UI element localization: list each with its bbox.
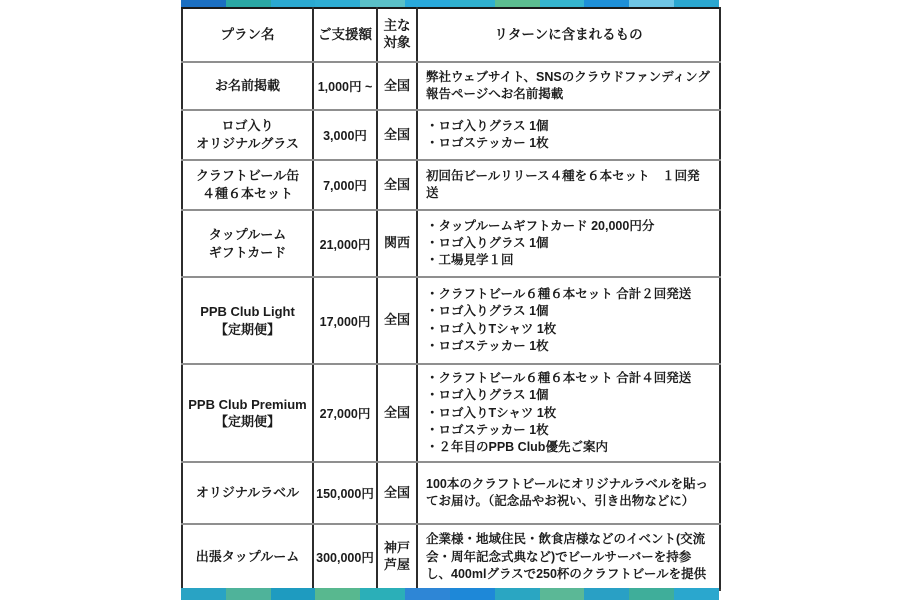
table-row bbox=[182, 210, 720, 277]
table-row bbox=[182, 160, 720, 210]
table-row bbox=[182, 62, 720, 110]
area-cell bbox=[377, 210, 417, 277]
color-bar-segment bbox=[405, 588, 450, 600]
color-bar-segment bbox=[674, 588, 719, 600]
amount-cell bbox=[313, 277, 377, 364]
text-line: 3,000円 bbox=[323, 129, 367, 143]
color-bar-segment bbox=[584, 588, 629, 600]
text-line: 全国 bbox=[383, 176, 410, 192]
text-line: 100本のクラフトビールにオリジナルラベルを貼ってお届け。（記念品やお祝い、引き出物などに） bbox=[426, 477, 708, 509]
text-line: 全国 bbox=[383, 404, 410, 420]
table-row bbox=[182, 364, 720, 462]
color-bar-segment bbox=[315, 0, 360, 7]
returns-cell bbox=[417, 62, 720, 110]
column-header: リターンに含まれるもの bbox=[417, 8, 720, 62]
top-color-bar bbox=[181, 0, 719, 7]
area-cell bbox=[377, 524, 417, 590]
amount-cell bbox=[313, 462, 377, 524]
color-bar-segment bbox=[226, 588, 271, 600]
area-cell bbox=[377, 160, 417, 210]
color-bar-segment bbox=[360, 588, 405, 600]
area-cell bbox=[377, 277, 417, 364]
returns-cell bbox=[417, 364, 720, 462]
area-cell bbox=[377, 462, 417, 524]
plan-name-cell bbox=[182, 524, 313, 590]
returns-table-wrap bbox=[181, 7, 719, 591]
color-bar-segment bbox=[540, 588, 585, 600]
text-line: ・ロゴ入りTシャツ 1枚 bbox=[426, 405, 557, 420]
amount-cell bbox=[313, 210, 377, 277]
text-line: PPB Club Premium bbox=[188, 396, 307, 412]
returns-cell bbox=[417, 210, 720, 277]
text-line: 神戸 bbox=[383, 540, 410, 556]
returns-cell bbox=[417, 160, 720, 210]
text-line: ・２年目のPPB Club優先ご案内 bbox=[426, 440, 608, 454]
text-line: ４種６本セット bbox=[201, 186, 293, 201]
text-line: ・ロゴステッカー 1枚 bbox=[426, 422, 549, 437]
text-line: お名前掲載 bbox=[214, 78, 280, 94]
text-line: 初回缶ビールリリース４種を６本セット １回発送 bbox=[426, 168, 700, 200]
text-line: ギフトカード bbox=[208, 244, 287, 260]
color-bar-segment bbox=[450, 0, 495, 7]
text-line: 全国 bbox=[383, 312, 410, 328]
color-bar-segment bbox=[315, 588, 360, 600]
color-bar-segment bbox=[495, 0, 540, 7]
amount-cell bbox=[313, 62, 377, 110]
amount-cell bbox=[313, 364, 377, 462]
text-line: ・クラフトビール６種６本セット 合計２回発送 bbox=[426, 287, 692, 301]
text-line: PPB Club Light bbox=[200, 303, 295, 319]
text-line: ・工場見学１回 bbox=[426, 253, 514, 268]
returns-cell bbox=[417, 110, 720, 160]
color-bar-segment bbox=[629, 0, 674, 7]
text-line: ・タップルームギフトカード 20,000円分 bbox=[426, 218, 655, 233]
plan-name-cell bbox=[182, 210, 313, 277]
area-cell bbox=[377, 62, 417, 110]
plan-name-cell bbox=[182, 62, 313, 110]
text-line: 芦屋 bbox=[383, 557, 410, 573]
plan-name-cell bbox=[182, 277, 313, 364]
plan-name-cell bbox=[182, 462, 313, 524]
area-cell bbox=[377, 110, 417, 160]
text-line: 150,000円 bbox=[316, 487, 374, 502]
color-bar-segment bbox=[181, 588, 226, 600]
color-bar-segment bbox=[181, 0, 226, 7]
color-bar-segment bbox=[629, 588, 674, 600]
text-line: 27,000円 bbox=[319, 407, 371, 422]
returns-cell bbox=[417, 462, 720, 524]
text-line: 全国 bbox=[383, 126, 410, 142]
text-line: 関西 bbox=[383, 235, 410, 251]
text-line: ・ロゴ入りグラス 1個 bbox=[426, 235, 549, 250]
amount-cell bbox=[313, 160, 377, 210]
color-bar-segment bbox=[360, 0, 405, 7]
text-line: 弊社ウェブサイト、SNSのクラウドファンディング報告ページへお名前掲載 bbox=[426, 69, 710, 101]
color-bar-segment bbox=[495, 588, 540, 600]
text-line: 企業様・地域住民・飲食店様などのイベント(交流会・周年記念式典など)でビールサーバーを持参し、400mlグラスで250杯のクラフトビールを提供 bbox=[426, 532, 707, 581]
color-bar-segment bbox=[271, 0, 316, 7]
text-line: ・クラフトビール６種６本セット 合計４回発送 bbox=[426, 371, 692, 385]
text-line: ・ロゴ入りグラス 1個 bbox=[426, 304, 549, 319]
text-line: 1,000円 ~ bbox=[317, 80, 373, 94]
text-line: 【定期便】 bbox=[214, 414, 280, 430]
text-line: ・ロゴ入りグラス 1個 bbox=[426, 118, 549, 133]
column-header: 主な対象 bbox=[377, 8, 417, 62]
text-line: 【定期便】 bbox=[214, 321, 280, 337]
color-bar-segment bbox=[226, 0, 271, 7]
amount-cell bbox=[313, 524, 377, 590]
text-line: 全国 bbox=[383, 484, 410, 500]
text-line: ・ロゴ入りTシャツ 1枚 bbox=[426, 321, 557, 336]
table-body bbox=[182, 62, 720, 590]
color-bar-segment bbox=[271, 588, 316, 600]
amount-cell bbox=[313, 110, 377, 160]
returns-cell bbox=[417, 277, 720, 364]
area-cell bbox=[377, 364, 417, 462]
text-line: 全国 bbox=[383, 77, 410, 93]
text-line: ・ロゴ入りグラス 1個 bbox=[426, 388, 549, 403]
column-header: プラン名 bbox=[182, 8, 313, 62]
color-bar-segment bbox=[405, 0, 450, 7]
table-row bbox=[182, 277, 720, 364]
text-line: ・ロゴステッカー 1枚 bbox=[426, 136, 549, 150]
table-row bbox=[182, 110, 720, 160]
returns-cell bbox=[417, 524, 720, 590]
text-line: 21,000円 bbox=[319, 237, 371, 252]
text-line: ロゴ入り bbox=[221, 118, 274, 134]
plan-name-cell bbox=[182, 160, 313, 210]
text-line: クラフトビール缶 bbox=[195, 168, 300, 184]
color-bar-segment bbox=[540, 0, 585, 7]
text-line: 出張タップルーム bbox=[195, 549, 300, 565]
table-row bbox=[182, 462, 720, 524]
text-line: 17,000円 bbox=[319, 314, 371, 329]
text-line: オリジナルグラス bbox=[196, 136, 299, 151]
bottom-color-bar bbox=[181, 588, 719, 600]
plan-name-cell bbox=[182, 110, 313, 160]
color-bar-segment bbox=[450, 588, 495, 600]
table-row bbox=[182, 524, 720, 590]
color-bar-segment bbox=[674, 0, 719, 7]
color-bar-segment bbox=[584, 0, 629, 7]
text-line: 300,000円 bbox=[316, 551, 374, 566]
returns-table bbox=[181, 7, 721, 591]
text-line: 7,000円 bbox=[323, 179, 367, 193]
column-header: ご支援額 bbox=[313, 8, 377, 62]
text-line: ・ロゴステッカー 1枚 bbox=[426, 338, 549, 353]
text-line: オリジナルラベル bbox=[195, 485, 300, 501]
text-line: タップルーム bbox=[208, 226, 287, 242]
header-row bbox=[182, 8, 720, 62]
plan-name-cell bbox=[182, 364, 313, 462]
